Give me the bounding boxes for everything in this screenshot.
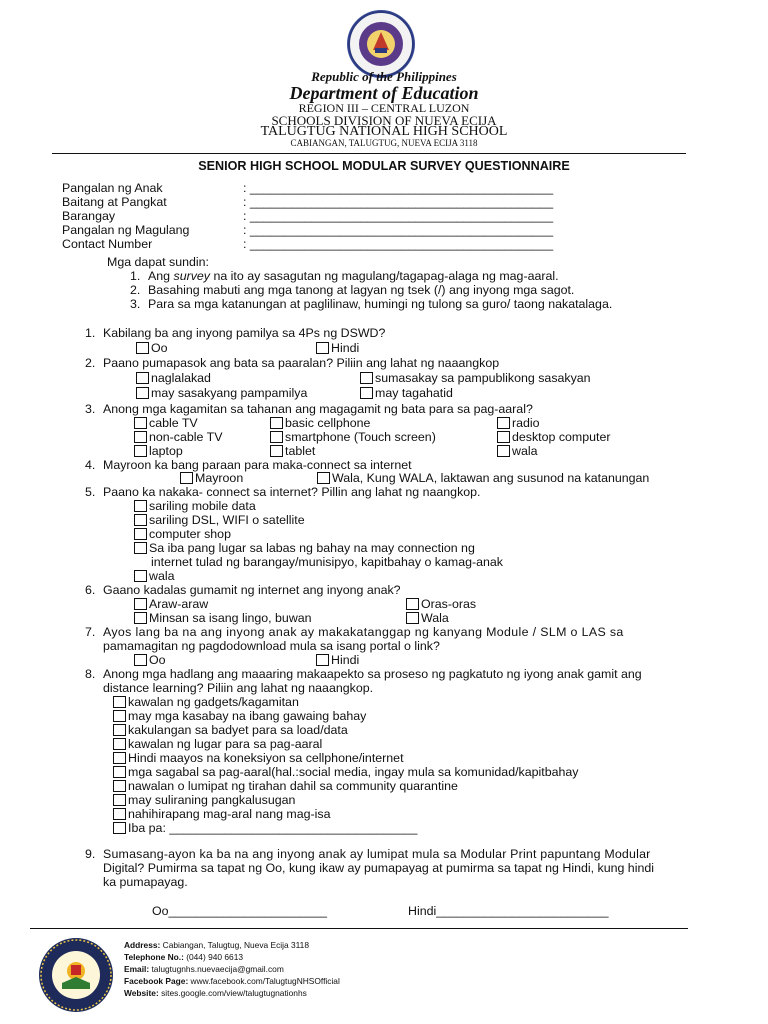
option-checkbox[interactable]: desktop computer [497,431,611,443]
option-checkbox[interactable]: wala [134,570,174,582]
checkbox-icon[interactable] [134,445,147,457]
question-2: 2. Paano pumapasok ang bata sa paaralan? Piliin ang lahat ng naaangkop [85,356,500,370]
field-label: Pangalan ng Magulang [62,223,190,237]
checkbox-icon[interactable] [360,372,373,384]
option-checkbox[interactable]: may tagahatid [360,387,453,399]
checkbox-icon[interactable] [113,780,126,792]
question-1: 1. Kabilang ba ang inyong pamilya sa 4Ps ng DSWD? [85,326,386,340]
republic-text: Republic of the Philippines [311,69,457,84]
checkbox-icon[interactable] [316,654,329,666]
option-checkbox[interactable]: Araw-araw [134,598,208,610]
checkbox-icon[interactable] [180,472,193,484]
checkbox-icon[interactable] [134,570,147,582]
checkbox-icon[interactable] [113,808,126,820]
checkbox-icon[interactable] [134,542,147,554]
school-address-text: CABIANGAN, TALUGTUG, NUEVA ECIJA 3118 [290,138,478,148]
region-text: REGION III – CENTRAL LUZON [298,101,470,115]
signature-hindi-line[interactable]: Hindi_________________________ [408,904,609,918]
option-checkbox[interactable]: may mga kasabay na ibang gawaing bahay [113,710,366,722]
checkbox-icon[interactable] [134,514,147,526]
field-label: Baitang at Pangkat [62,195,167,209]
department-text: Department of Education [289,83,479,103]
footer-address: Address: Cabiangan, Talugtug, Nueva Ecija 3118 [124,940,309,950]
option-checkbox[interactable]: tablet [270,445,315,457]
checkbox-icon[interactable] [113,752,126,764]
question-3: 3. Anong mga kagamitan sa tahanan ang magagamit ng bata para sa pag-aaral? [85,402,533,416]
checkbox-icon[interactable] [134,598,147,610]
option-checkbox[interactable]: Sa iba pang lugar sa labas ng bahay na may connection ng [134,542,475,554]
question-4: 4. Mayroon ka bang paraan para maka-connect sa internet [85,458,412,472]
header-divider [52,153,686,154]
field-label: Barangay [62,209,116,223]
checkbox-icon[interactable] [136,387,149,399]
question-9-cont: ka pumapayag. [103,875,188,889]
footer-facebook[interactable]: Facebook Page: www.facebook.com/TalugtugNHSOfficial [124,976,340,986]
checkbox-icon[interactable] [136,342,149,354]
school-seal [38,937,114,1013]
field-line[interactable]: : ____________________________________________ [243,223,554,237]
checkbox-icon[interactable] [134,500,147,512]
checkbox-icon[interactable] [113,696,126,708]
footer-phone: Telephone No.: (044) 940 6613 [124,952,244,962]
deped-seal [347,10,415,78]
option-checkbox[interactable]: Hindi [316,342,359,354]
footer-divider [30,928,688,929]
field-line[interactable]: : ____________________________________________ [243,181,554,195]
option-checkbox[interactable]: smartphone (Touch screen) [270,431,436,443]
option-checkbox[interactable]: radio [497,417,540,429]
question-9-cont: Digital? Pumirma sa tapat ng Oo, kung ikaw ay pumapayag at pumirma sa tapat ng Hindi, kung hindi [103,861,654,875]
option-checkbox[interactable]: sariling DSL, WIFI o satellite [134,514,305,526]
checkbox-icon[interactable] [134,431,147,443]
field-label: Contact Number [62,237,153,251]
checkbox-icon[interactable] [497,417,510,429]
checkbox-icon[interactable] [113,794,126,806]
question-8: 8. Anong mga hadlang ang maaaring makaapekto sa proseso ng pagkatuto ng iyong anak gamit ang [85,667,642,681]
option-checkbox[interactable]: kawalan ng gadgets/kagamitan [113,696,299,708]
school-seal-icon [38,937,114,1013]
option-continuation: internet tulad ng barangay/munisipyo, kapitbahay o kamag-anak [151,555,503,569]
option-checkbox[interactable]: non-cable TV [134,431,222,443]
instruction-item: 3. Para sa mga katanungan at paglilinaw, humingi ng tulong sa guro/ taong nakatalaga. [130,297,613,311]
instruction-item: 2. Basahing mabuti ang mga tanong at lagyan ng tsek (/) ang inyong mga sagot. [130,283,575,297]
option-checkbox[interactable]: basic cellphone [270,417,370,429]
checkbox-icon[interactable] [134,417,147,429]
question-9: 9. Sumasang-ayon ka ba na ang inyong anak ay lumipat mula sa Modular Print papuntang Modular [85,847,651,861]
option-checkbox[interactable]: sariling mobile data [134,500,256,512]
checkbox-icon[interactable] [113,724,126,736]
question-6: 6. Gaano kadalas gumamit ng internet ang inyong anak? [85,583,401,597]
option-checkbox[interactable]: Minsan sa isang lingo, buwan [134,612,312,624]
checkbox-icon[interactable] [270,417,283,429]
option-checkbox[interactable]: wala [497,445,537,457]
checkbox-icon[interactable] [316,342,329,354]
checkbox-icon[interactable] [136,372,149,384]
option-checkbox[interactable]: Mayroon [180,472,243,484]
checkbox-icon[interactable] [134,612,147,624]
question-8-cont: distance learning? Piliin ang lahat ng naaangkop. [103,681,374,695]
checkbox-icon[interactable] [317,472,330,484]
checkbox-icon[interactable] [497,445,510,457]
school-text: TALUGTUG NATIONAL HIGH SCHOOL [260,124,508,139]
option-checkbox[interactable]: Oo [134,654,166,666]
checkbox-icon[interactable] [360,387,373,399]
option-checkbox[interactable]: Oras-oras [406,598,476,610]
instructions-heading: Mga dapat sundin: [107,255,209,269]
option-checkbox[interactable]: computer shop [134,528,231,540]
field-line[interactable]: : ____________________________________________ [243,209,554,223]
option-checkbox[interactable]: sumasakay sa pampublikong sasakyan [360,372,591,384]
field-label: Pangalan ng Anak [62,181,163,195]
checkbox-icon[interactable] [406,612,419,624]
checkbox-icon[interactable] [113,822,126,834]
option-checkbox[interactable]: mga sagabal sa pag-aaral(hal.:social media, ingay mula sa komunidad/kapitbahay [113,766,578,778]
option-checkbox[interactable]: kawalan ng lugar para sa pag-aaral [113,738,322,750]
checkbox-icon[interactable] [270,431,283,443]
option-checkbox[interactable]: Wala, Kung WALA, laktawan ang susunod na katanungan [317,472,649,484]
question-7: 7. Ayos lang ba na ang inyong anak ay makakatanggap ng kanyang Module / SLM o LAS sa [85,625,624,639]
checkbox-icon[interactable] [113,738,126,750]
footer-website[interactable]: Website: sites.google.com/view/talugtugnationhs [124,988,307,998]
checkbox-icon[interactable] [113,766,126,778]
form-title: SENIOR HIGH SCHOOL MODULAR SURVEY QUESTIONNAIRE [198,159,570,173]
option-checkbox[interactable]: nahihirapang mag-aral nang mag-isa [113,808,331,820]
question-7-cont: pamamagitan ng pagdodownload mula sa isang portal o link? [103,639,440,653]
checkbox-icon[interactable] [134,528,147,540]
checkbox-icon[interactable] [406,598,419,610]
checkbox-icon[interactable] [134,654,147,666]
field-line[interactable]: : ____________________________________________ [243,195,554,209]
instruction-item: 1. Ang survey na ito ay sasagutan ng magulang/tagapag-alaga ng mag-aaral. [130,269,559,283]
option-checkbox[interactable]: Hindi [316,654,359,666]
option-checkbox[interactable]: nawalan o lumipat ng tirahan dahil sa community quarantine [113,780,458,792]
checkbox-icon[interactable] [497,431,510,443]
checkbox-icon[interactable] [270,445,283,457]
deped-seal-icon [347,10,415,78]
option-checkbox[interactable]: Hindi maayos na koneksiyon sa cellphone/internet [113,752,404,764]
option-checkbox[interactable]: Wala [406,612,449,624]
option-checkbox[interactable]: naglalakad [136,372,211,384]
division-text: SCHOOLS DIVISION OF NUEVA ECIJA [271,113,497,128]
question-5: 5. Paano ka nakaka- connect sa internet? Pillin ang lahat ng naangkop. [85,485,481,499]
footer-email[interactable]: Email: talugtugnhs.nuevaecija@gmail.com [124,964,284,974]
checkbox-icon[interactable] [113,710,126,722]
option-checkbox[interactable]: Oo [136,342,168,354]
option-checkbox[interactable]: may sasakyang pampamilya [136,387,307,399]
option-checkbox[interactable]: Iba pa: ____________________________________ [113,822,417,834]
signature-oo-line[interactable]: Oo_______________________ [152,904,328,918]
option-checkbox[interactable]: may suliraning pangkalusugan [113,794,295,806]
option-checkbox[interactable]: kakulangan sa badyet para sa load/data [113,724,348,736]
option-checkbox[interactable]: cable TV [134,417,198,429]
field-line[interactable]: : ____________________________________________ [243,237,554,251]
option-checkbox[interactable]: laptop [134,445,183,457]
